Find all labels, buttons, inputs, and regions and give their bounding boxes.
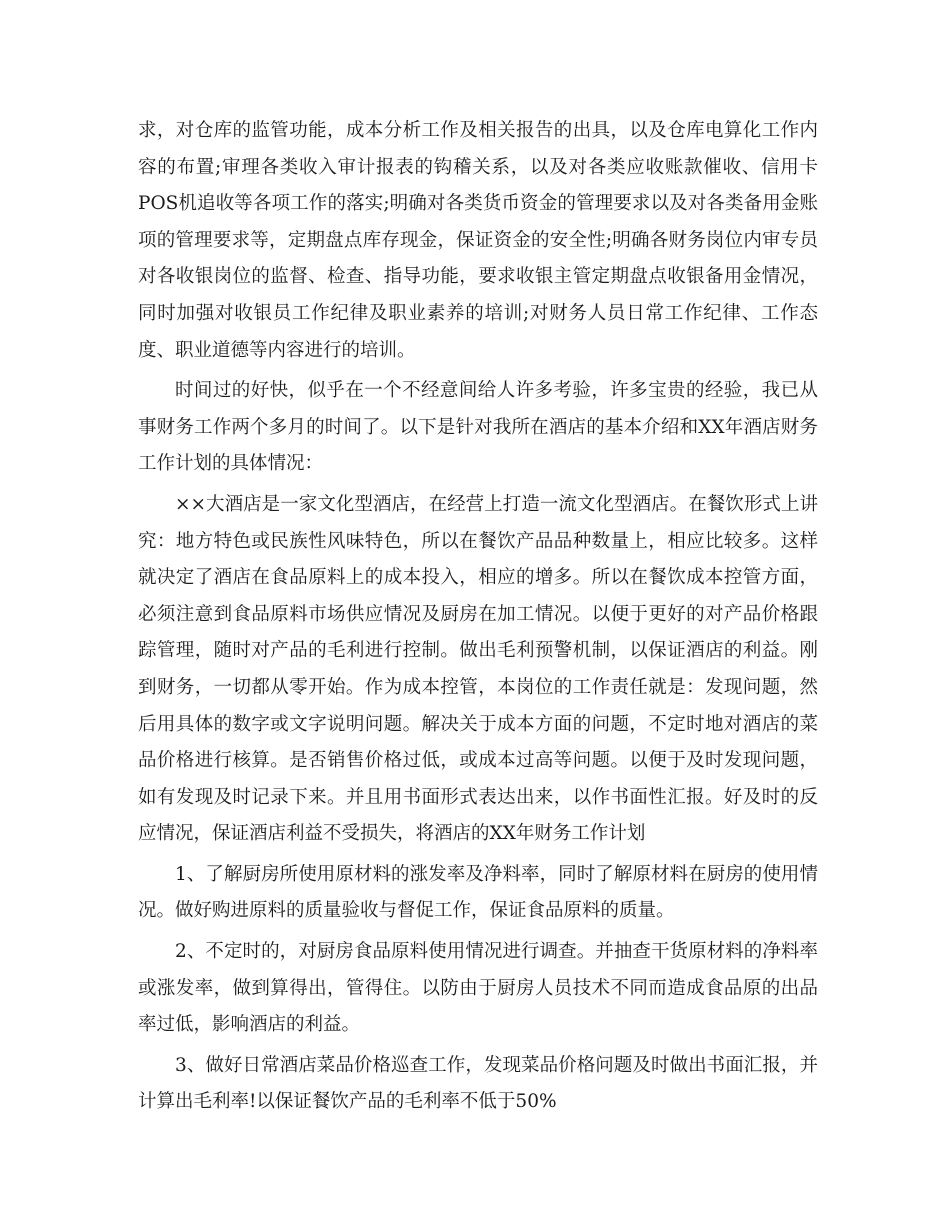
paragraph-item-3: 3、做好日常酒店菜品价格巡查工作，发现菜品价格问题及时做出书面汇报，并计算出毛利率!以保证餐饮产品的毛利率不低于50% [138,1054,818,1113]
paragraph-item-1: 1、了解厨房所使用原材料的涨发率及净料率，同时了解原材料在厨房的使用情况。做好购进原料的质量验收与督促工作，保证食品原料的质量。 [138,863,818,922]
paragraph-hotel-overview: ××大酒店是一家文化型酒店，在经营上打造一流文化型酒店。在餐饮形式上讲究：地方特色或民族性风味特色，所以在餐饮产品品种数量上，相应比较多。这样就决定了酒店在食品原料上的成本投入，相应的增多。所以在餐饮成本控管方面，必须注意到食品原料市场供应情况及厨房在加工情况。以便于更好的对产品价格跟踪管理，随时对产品的毛利进行控制。做出毛利预警机制，以保证酒店的利益。刚到财务，一切都从零开始。作为成本控管，本岗位的工作责任就是：发现问题，然后用具体的数字或文字说明问题。解决关于成本方面的问题，不定时地对酒店的菜品价格进行核算。是否销售价格过低，或成本过高等问题。以便于及时发现问题，如有发现及时记录下来。并且用书面形式表达出来，以作书面性汇报。好及时的反应情况，保证酒店利益不受损失，将酒店的XX年财务工作计划 [138,493,818,845]
paragraph-item-2: 2、不定时的，对厨房食品原料使用情况进行调查。并抽查干货原材料的净料率或涨发率，做到算得出，管得住。以防由于厨房人员技术不同而造成食品原的出品率过低，影响酒店的利益。 [138,941,818,1036]
document-body [138,113,818,1125]
paragraph-intro: 时间过的好快，似乎在一个不经意间给人许多考验，许多宝贵的经验，我已从事财务工作两个多月的时间了。以下是针对我所在酒店的基本介绍和XX年酒店财务工作计划的具体情况： [138,380,818,475]
paragraph-continuation: 求，对仓库的监管功能，成本分析工作及相关报告的出具，以及仓库电算化工作内容的布置;审理各类收入审计报表的钩稽关系，以及对各类应收账款催收、信用卡POS机追收等各项工作的落实;明确对各类货币资金的管理要求以及对各类备用金账项的管理要求等，定期盘点库存现金，保证资金的安全性;明确各财务岗位内审专员对各收银岗位的监督、检查、指导功能，要求收银主管定期盘点收银备用金情况，同时加强对收银员工作纪律及职业素养的培训;对财务人员日常工作纪律、工作态度、职业道德等内容进行的培训。 [138,120,818,361]
